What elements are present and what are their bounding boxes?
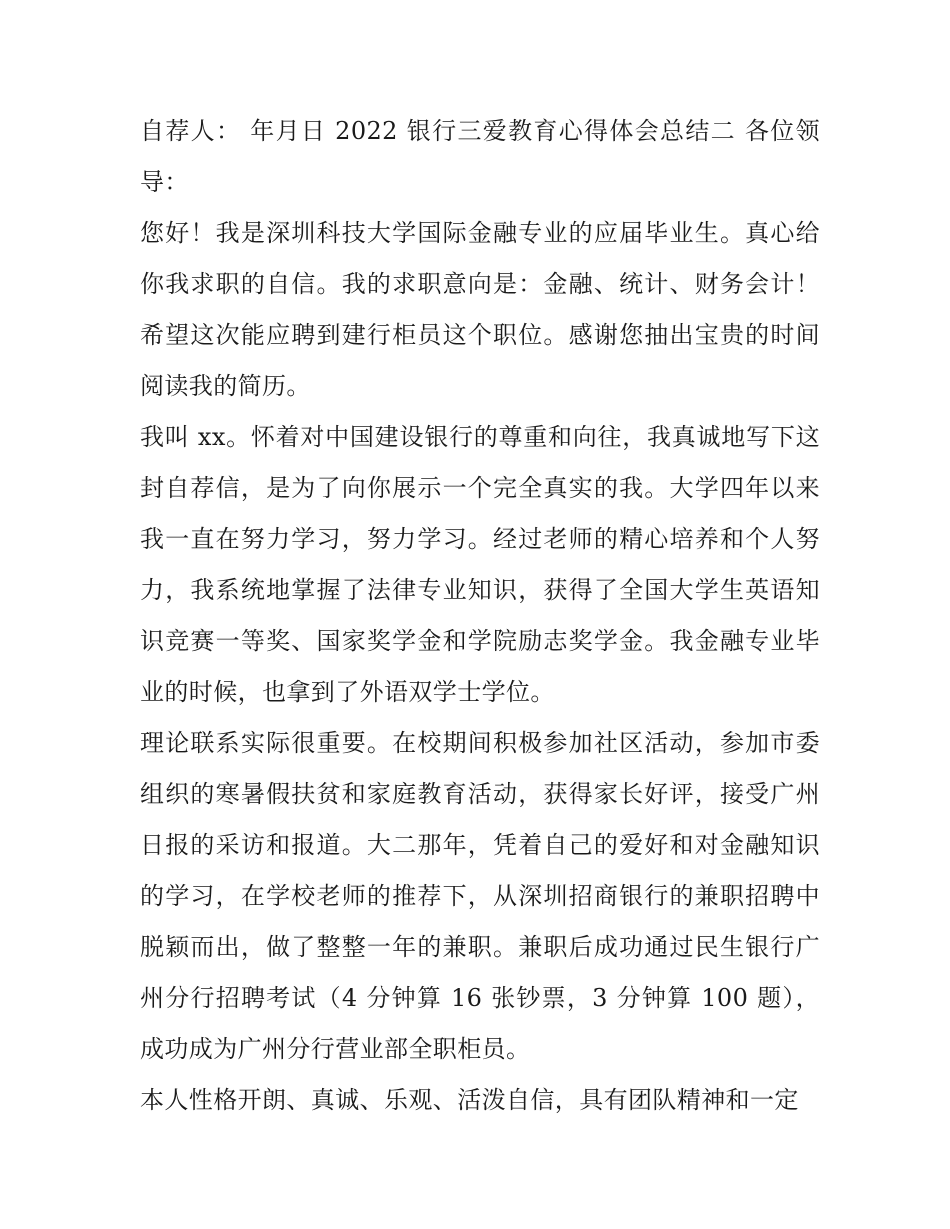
document-body	[140, 106, 820, 1126]
paragraph-header: 自荐人： 年月日 2022 银行三爱教育心得体会总结二 各位领导：	[140, 117, 820, 196]
paragraph-greeting: 您好！我是深圳科技大学国际金融专业的应届毕业生。真心给你我求职的自信。我的求职意向是：金融、统计、财务会计！希望这次能应聘到建行柜员这个职位。感谢您抽出宝贵的时间阅读我的简历。	[140, 219, 820, 400]
paragraph-personality: 本人性格开朗、真诚、乐观、活泼自信，具有团队精神和一定	[140, 1086, 799, 1114]
paragraph-introduction: 我叫 xx。怀着对中国建设银行的尊重和向往，我真诚地写下这封自荐信，是为了向你展示一个完全真实的我。大学四年以来我一直在努力学习，努力学习。经过老师的精心培养和个人努力，我系统地掌握了法律专业知识，获得了全国大学生英语知识竞赛一等奖、国家奖学金和学院励志奖学金。我金融专业毕业的时候，也拿到了外语双学士学位。	[140, 423, 820, 706]
paragraph-experience: 理论联系实际很重要。在校期间积极参加社区活动，参加市委组织的寒暑假扶贫和家庭教育活动，获得家长好评，接受广州日报的采访和报道。大二那年，凭着自己的爱好和对金融知识的学习，在学校老师的推荐下，从深圳招商银行的兼职招聘中脱颖而出，做了整整一年的兼职。兼职后成功通过民生银行广州分行招聘考试（4 分钟算 16 张钞票，3 分钟算 100 题），成功成为广州分行营业部全职柜员。	[140, 729, 820, 1063]
